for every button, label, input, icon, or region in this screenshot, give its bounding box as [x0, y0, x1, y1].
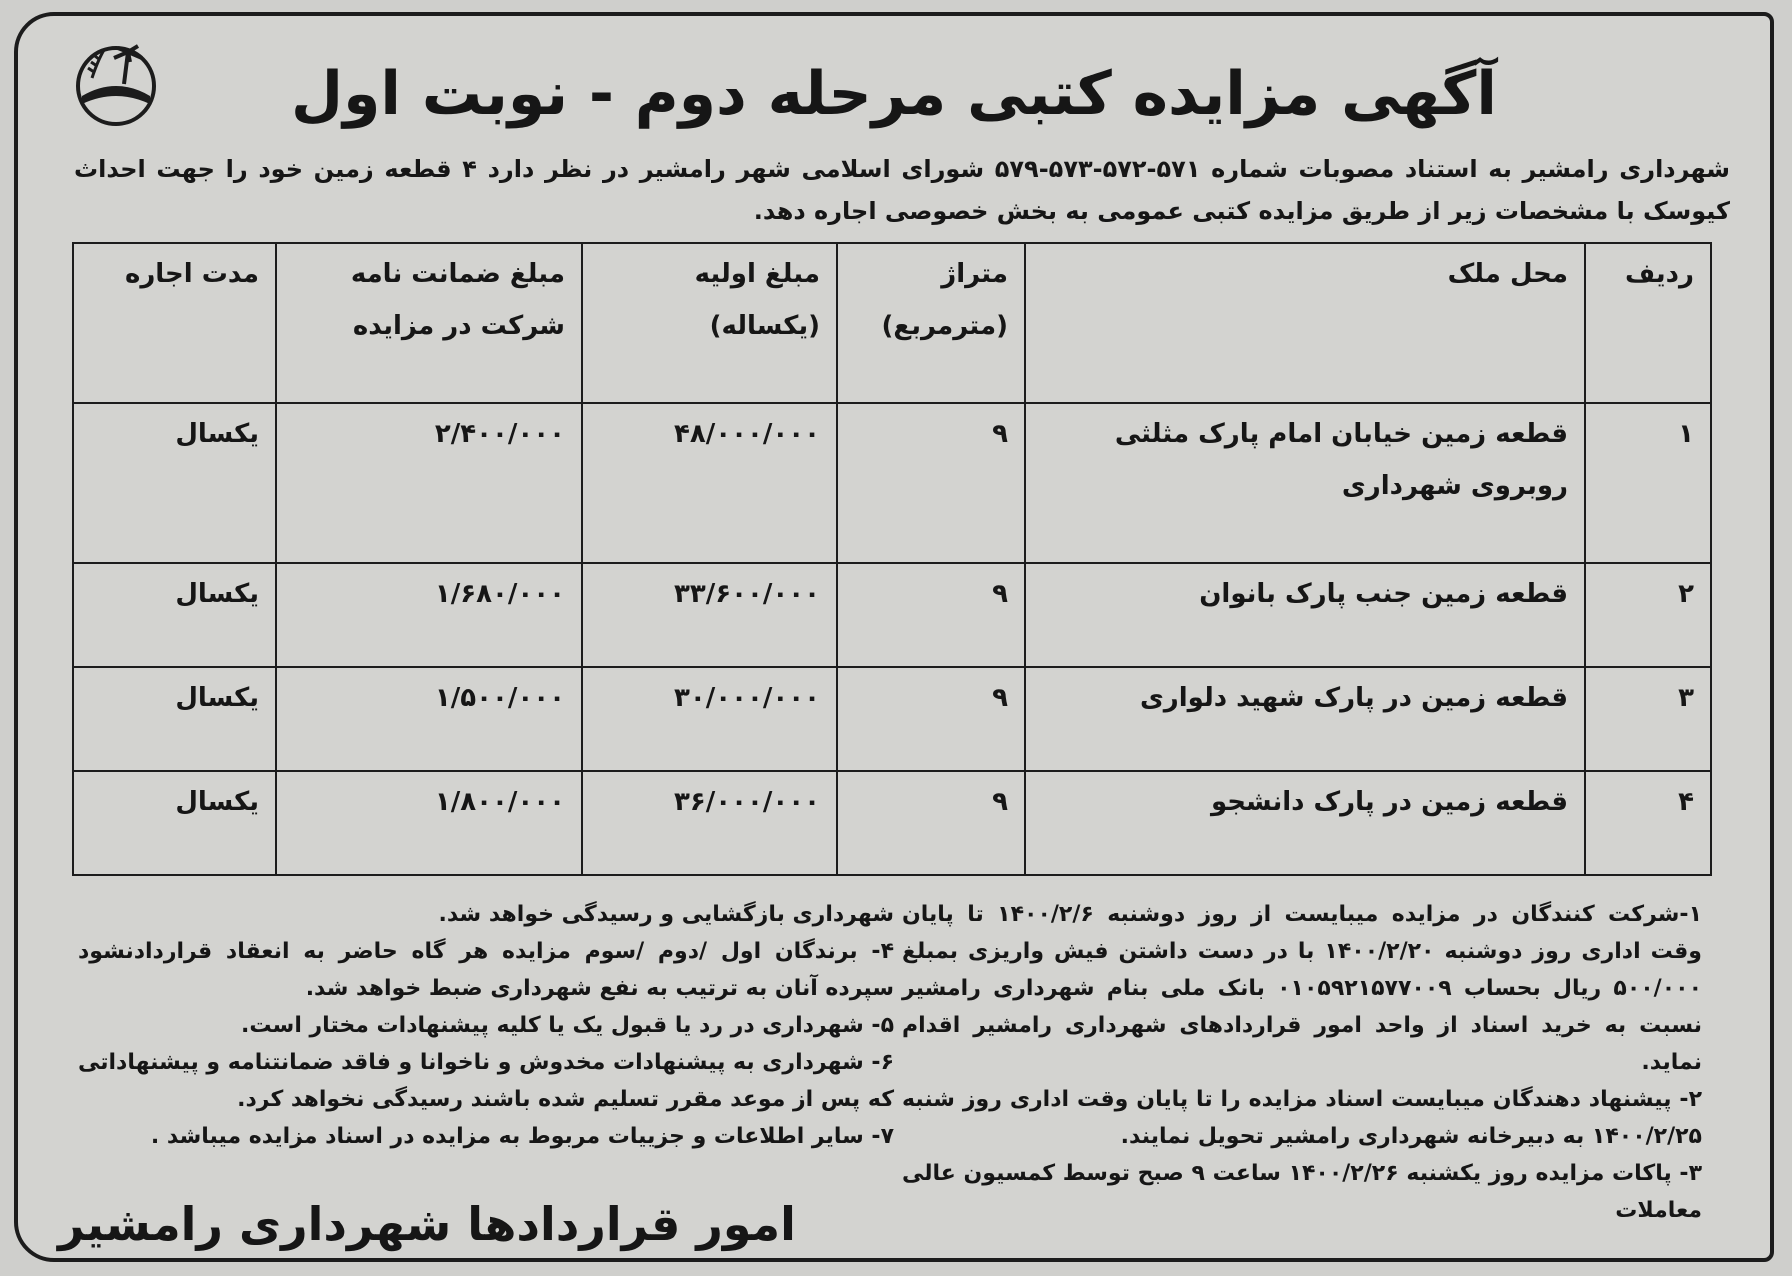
municipality-logo	[68, 38, 164, 148]
header-deposit-line2: شرکت در مزایده	[352, 311, 565, 341]
header-initial-price	[582, 243, 837, 403]
condition-item: ۴- برندگان اول /دوم /سوم مزایده هر گاه حاضر به انعقاد قراردادنشود سپرده آنان به ترتیب به نفع شهرداری ضبط خواهد شد.	[78, 939, 894, 1001]
cell-row-number: ۲	[1585, 563, 1711, 667]
header-deposit-line1: مبلغ ضمانت نامه	[350, 259, 565, 289]
cell-area: ۹	[837, 667, 1025, 771]
condition-item: ۱-شرکت کنندگان در مزایده میبایست از روز دوشنبه ۱۴۰۰/۲/۶ تا پایان وقت اداری روز دوشنبه ۱۴۰۰/۲/۲۰ با در دست داشتن فیش واریزی بمبلغ ۵۰۰/۰۰۰ ریال بحساب ۰۱۰۵۹۲۱۵۷۷۰۰۹ بانک ملی بنام شهرداری رامشیر نسبت به خرید اسناد از واحد امور قراردادهای شهرداری رامشیر اقدام نماید.	[902, 902, 1702, 1075]
table-row	[73, 771, 1711, 875]
cell-deposit: ۲/۴۰۰/۰۰۰	[276, 403, 582, 563]
notice-page	[14, 12, 1774, 1262]
table-row	[73, 667, 1711, 771]
header-area	[837, 243, 1025, 403]
cell-location: قطعه زمین در پارک دانشجو	[1025, 771, 1585, 875]
cell-lease-term: یکسال	[73, 563, 276, 667]
cell-deposit: ۱/۶۸۰/۰۰۰	[276, 563, 582, 667]
cell-row-number: ۱	[1585, 403, 1711, 563]
header-price-line2: (یکساله)	[709, 311, 820, 341]
cell-area: ۹	[837, 563, 1025, 667]
cell-initial-price: ۴۸/۰۰۰/۰۰۰	[582, 403, 837, 563]
notice-title: آگهی مزایده کتبی مرحله دوم - نوبت اول	[291, 59, 1497, 129]
cell-deposit: ۱/۸۰۰/۰۰۰	[276, 771, 582, 875]
cell-location: قطعه زمین جنب پارک بانوان	[1025, 563, 1585, 667]
cell-row-number: ۳	[1585, 667, 1711, 771]
conditions-right-column	[902, 896, 1702, 1229]
cell-initial-price: ۳۰/۰۰۰/۰۰۰	[582, 667, 837, 771]
table-row	[73, 403, 1711, 563]
cell-initial-price: ۳۳/۶۰۰/۰۰۰	[582, 563, 837, 667]
header-price-line1: مبلغ اولیه	[694, 259, 820, 289]
cell-area: ۹	[837, 403, 1025, 563]
table-row	[73, 563, 1711, 667]
header-deposit	[276, 243, 582, 403]
lots-table	[72, 242, 1712, 876]
cell-row-number: ۴	[1585, 771, 1711, 875]
intro-paragraph: شهرداری رامشیر به استناد مصوبات شماره ۵۷۱-۵۷۲-۵۷۳-۵۷۹ شورای اسلامی شهر رامشیر در نظر دارد ۴ قطعه زمین خود را جهت احداث کیوسک با مشخصات زیر از طریق مزایده کتبی عمومی به بخش خصوصی اجاره دهد.	[74, 155, 1730, 225]
table-header-row	[73, 243, 1711, 403]
condition-item: ۵- شهرداری در رد یا قبول یک یا کلیه پیشنهادات مختار است.	[241, 1013, 894, 1038]
cell-lease-term: یکسال	[73, 667, 276, 771]
cell-lease-term: یکسال	[73, 403, 276, 563]
header-area-line2: (مترمربع)	[881, 311, 1008, 341]
condition-item: ۶- شهرداری به پیشنهادات مخدوش و ناخوانا و فاقد ضمانتنامه و پیشنهاداتی که پس از موعد مقرر تسلیم شده باشند رسیدگی نخواهد کرد.	[78, 1050, 894, 1112]
condition-item: ۲- پیشنهاد دهندگان میبایست اسناد مزایده را تا پایان وقت اداری روز شنبه ۱۴۰۰/۲/۲۵ به دبیرخانه شهرداری رامشیر تحویل نمایند.	[902, 1087, 1702, 1149]
header-area-line1: متراژ	[941, 259, 1008, 289]
condition-item: ۳- پاکات مزایده روز یکشنبه ۱۴۰۰/۲/۲۶ ساعت ۹ صبح توسط کمسیون عالی معاملات	[902, 1161, 1703, 1223]
cell-lease-term: یکسال	[73, 771, 276, 875]
cell-initial-price: ۳۶/۰۰۰/۰۰۰	[582, 771, 837, 875]
signature: امور قراردادها شهرداری رامشیر	[58, 1197, 796, 1251]
condition-item: شهرداری بازگشایی و رسیدگی خواهد شد.	[438, 902, 894, 927]
cell-area: ۹	[837, 771, 1025, 875]
cell-location: قطعه زمین در پارک شهید دلواری	[1025, 667, 1585, 771]
cell-location: قطعه زمین خیابان امام پارک مثلثی روبروی شهرداری	[1025, 403, 1585, 563]
header-location: محل ملک	[1025, 243, 1585, 403]
cell-deposit: ۱/۵۰۰/۰۰۰	[276, 667, 582, 771]
header-lease-term: مدت اجاره	[73, 243, 276, 403]
condition-item: ۷- سایر اطلاعات و جزییات مربوط به مزایده در اسناد مزایده میباشد .	[150, 1124, 894, 1149]
conditions-left-column	[78, 896, 894, 1155]
header-row-number: ردیف	[1585, 243, 1711, 403]
